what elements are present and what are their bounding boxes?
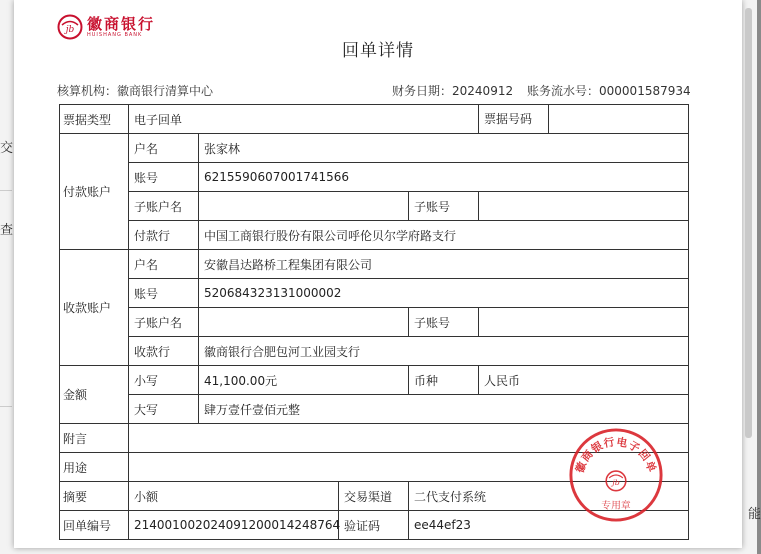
seal-bottom-text: 专用章 xyxy=(601,500,631,512)
payer-bank-label: 付款行 xyxy=(129,221,199,250)
payee-bank-label: 收款行 xyxy=(129,337,199,366)
payee-account-value: 520684323131000002 xyxy=(199,279,689,308)
accounting-org-label: 核算机构： xyxy=(57,84,118,98)
table-row xyxy=(60,192,689,221)
channel-value: 二代支付系统 xyxy=(409,482,689,511)
background-char: 能 xyxy=(748,507,761,522)
table-row xyxy=(60,337,689,366)
payer-account-value: 6215590607001741566 xyxy=(199,163,689,192)
table-row xyxy=(60,134,689,163)
doc-number-cell xyxy=(479,105,689,134)
payer-subaccount-name-label: 子账户名 xyxy=(129,192,199,221)
payee-subaccount-name-value xyxy=(199,308,409,337)
summary-value: 小额 xyxy=(129,482,339,511)
bank-name-cn: 徽商银行 xyxy=(87,14,156,33)
dialog-scrollbar[interactable] xyxy=(745,8,752,438)
official-seal-icon xyxy=(567,426,665,524)
table-row xyxy=(60,250,689,279)
table-row xyxy=(60,221,689,250)
bank-name-en: HUISHANG BANK xyxy=(87,31,143,38)
amount-lower-label: 小写 xyxy=(129,366,199,395)
logo-mark-text: jb xyxy=(65,25,75,35)
summary-label: 摘要 xyxy=(60,482,129,511)
finance-date-value: 20240912 xyxy=(452,84,514,98)
serial-number-value: 000001587934 xyxy=(599,84,691,98)
verify-code-value: ee44ef23 xyxy=(409,511,689,540)
payee-name-value: 安徽昌达路桥工程集团有限公司 xyxy=(199,250,689,279)
payer-bank-value: 中国工商银行股份有限公司呼伦贝尔学府路支行 xyxy=(199,221,689,250)
payee-subaccount-label: 子账号 xyxy=(409,308,479,337)
payee-section-label: 收款账户 xyxy=(60,250,129,366)
table-row xyxy=(60,279,689,308)
finance-date xyxy=(392,82,513,99)
receipt-number-label: 回单编号 xyxy=(60,511,129,540)
payee-name-label: 户名 xyxy=(129,250,199,279)
page-title: 回单详情 xyxy=(342,41,414,61)
purpose-label: 用途 xyxy=(60,453,129,482)
accounting-org-value: 徽商银行清算中心 xyxy=(117,84,214,98)
doc-number-value xyxy=(549,105,554,133)
background-char: 查 xyxy=(0,223,14,238)
receipt-detail-dialog xyxy=(14,0,742,548)
payer-subaccount-value xyxy=(479,192,689,221)
payee-subaccount-name-label: 子账户名 xyxy=(129,308,199,337)
serial-number xyxy=(527,82,691,99)
receipt-number-value: 214001002024091200014248764 xyxy=(129,511,339,540)
payer-subaccount-name-value xyxy=(199,192,409,221)
serial-number-label: 账务流水号： xyxy=(527,84,600,98)
payer-name-label: 户名 xyxy=(129,134,199,163)
payee-subaccount-value xyxy=(479,308,689,337)
payee-bank-value: 徽商银行合肥包河工业园支行 xyxy=(199,337,689,366)
amount-upper-label: 大写 xyxy=(129,395,199,424)
background-divider xyxy=(0,190,12,191)
channel-label: 交易渠道 xyxy=(339,482,409,511)
payee-account-label: 账号 xyxy=(129,279,199,308)
doc-type-label: 票据类型 xyxy=(60,105,129,134)
seal-mark-text: jb xyxy=(612,477,620,487)
currency-label: 币种 xyxy=(409,366,479,395)
verify-code-label: 验证码 xyxy=(339,511,409,540)
amount-upper-value: 肆万壹仟壹佰元整 xyxy=(199,395,689,424)
payer-name-value: 张家林 xyxy=(199,134,689,163)
table-row xyxy=(60,366,689,395)
table-row xyxy=(60,105,689,134)
background-char: 交 xyxy=(0,141,14,156)
background-divider xyxy=(0,406,12,407)
currency-value: 人民币 xyxy=(479,366,689,395)
doc-type-value: 电子回单 xyxy=(129,105,479,134)
doc-number-label: 票据号码 xyxy=(479,105,549,133)
payer-account-label: 账号 xyxy=(129,163,199,192)
payer-section-label: 付款账户 xyxy=(60,134,129,250)
table-row xyxy=(60,163,689,192)
finance-date-label: 财务日期： xyxy=(392,84,453,98)
payer-subaccount-label: 子账号 xyxy=(409,192,479,221)
postscript-label: 附言 xyxy=(60,424,129,453)
table-row xyxy=(60,308,689,337)
amount-lower-value: 41,100.00元 xyxy=(199,366,409,395)
accounting-org xyxy=(57,82,213,99)
table-row xyxy=(60,395,689,424)
amount-section-label: 金额 xyxy=(60,366,129,424)
seal-arc-text: 徽商银行电子回单 xyxy=(573,435,659,475)
